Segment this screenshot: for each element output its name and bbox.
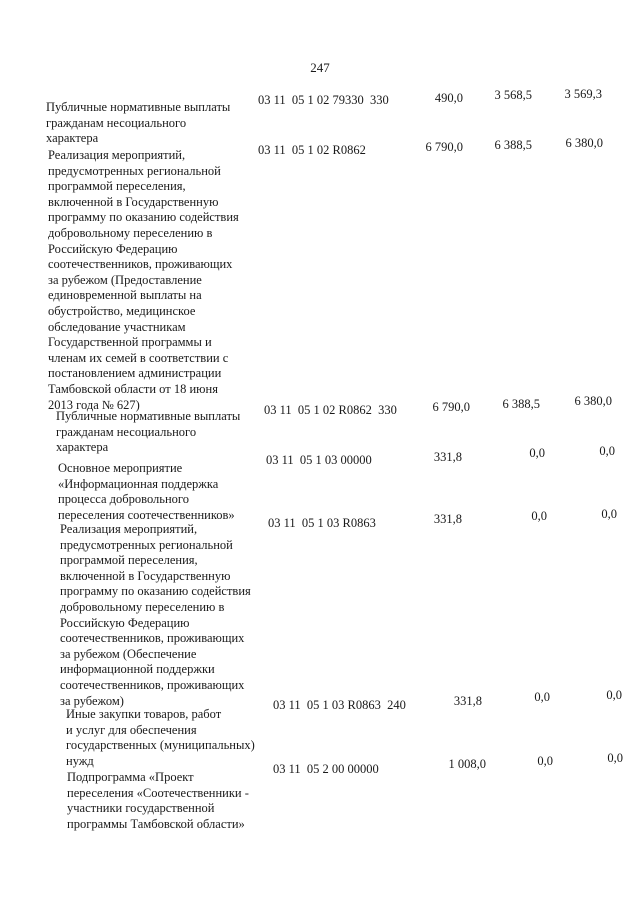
row-value-3: 6 380,0	[574, 394, 612, 408]
row-value-2: 6 388,5	[502, 397, 540, 411]
row-description: Подпрограмма «Проект переселения «Соотечественники - участники государственной программы Тамбовской области»	[67, 770, 249, 831]
row-value-2: 0,0	[537, 754, 553, 768]
row-value-1: 331,8	[433, 450, 462, 464]
row-value-1: 490,0	[434, 91, 463, 105]
row-value-3: 3 569,3	[564, 87, 602, 101]
row-description: Публичные нормативные выплаты гражданам несоциального характера	[56, 409, 241, 455]
row-value-1: 6 790,0	[432, 400, 470, 414]
row-value-3: 0,0	[607, 751, 623, 765]
row-code: 03 11 05 2 00 00000	[273, 762, 379, 776]
row-value-1: 331,8	[433, 512, 462, 526]
row-code: 03 11 05 1 02 R0862	[258, 143, 366, 157]
row-value-2: 0,0	[529, 446, 545, 460]
row-description: Реализация мероприятий, предусмотренных региональной программой переселения, включенной в Государственную программу по оказанию содействия добровольному переселению в Российскую Федерацию соотечественников, проживающих за рубежом (Предоставление единовременной выплаты на обустройство, медицинское обследование участникам Государственной программы и членам их семей в соответствии с постановлением администрации Тамбовской области от 18 июня 2013 года № 627)	[48, 148, 239, 412]
row-value-3: 0,0	[599, 444, 615, 458]
row-description: Основное мероприятие «Информационная поддержка процесса добровольного переселения соотечественников»	[58, 461, 235, 522]
row-value-3: 0,0	[601, 507, 617, 521]
row-code: 03 11 05 1 03 R0863 240	[273, 698, 406, 712]
row-code: 03 11 05 1 02 R0862 330	[264, 403, 397, 417]
row-value-1: 331,8	[453, 694, 482, 708]
row-description: Реализация мероприятий, предусмотренных региональной программой переселения, включенной в Государственную программу по оказанию содействия добровольному переселению в Российскую Федерацию соотечественников, проживающих за рубежом (Обеспечение информационной поддержки соотечественников, проживающих за рубежом)	[60, 522, 251, 708]
row-value-2: 3 568,5	[494, 88, 532, 102]
row-description: Публичные нормативные выплаты гражданам несоциального характера	[46, 100, 231, 146]
row-code: 03 11 05 1 02 79330 330	[258, 93, 389, 107]
row-value-2: 0,0	[534, 690, 550, 704]
row-value-2: 6 388,5	[494, 138, 532, 152]
row-value-3: 0,0	[606, 688, 622, 702]
row-value-1: 1 008,0	[448, 757, 486, 771]
row-value-3: 6 380,0	[565, 136, 603, 150]
row-code: 03 11 05 1 03 R0863	[268, 516, 376, 530]
row-description: Иные закупки товаров, работ и услуг для обеспечения государственных (муниципальных) нужд	[66, 707, 255, 768]
row-value-2: 0,0	[531, 509, 547, 523]
page-number: 247	[310, 60, 330, 75]
row-code: 03 11 05 1 03 00000	[266, 453, 372, 467]
row-value-1: 6 790,0	[425, 140, 463, 154]
